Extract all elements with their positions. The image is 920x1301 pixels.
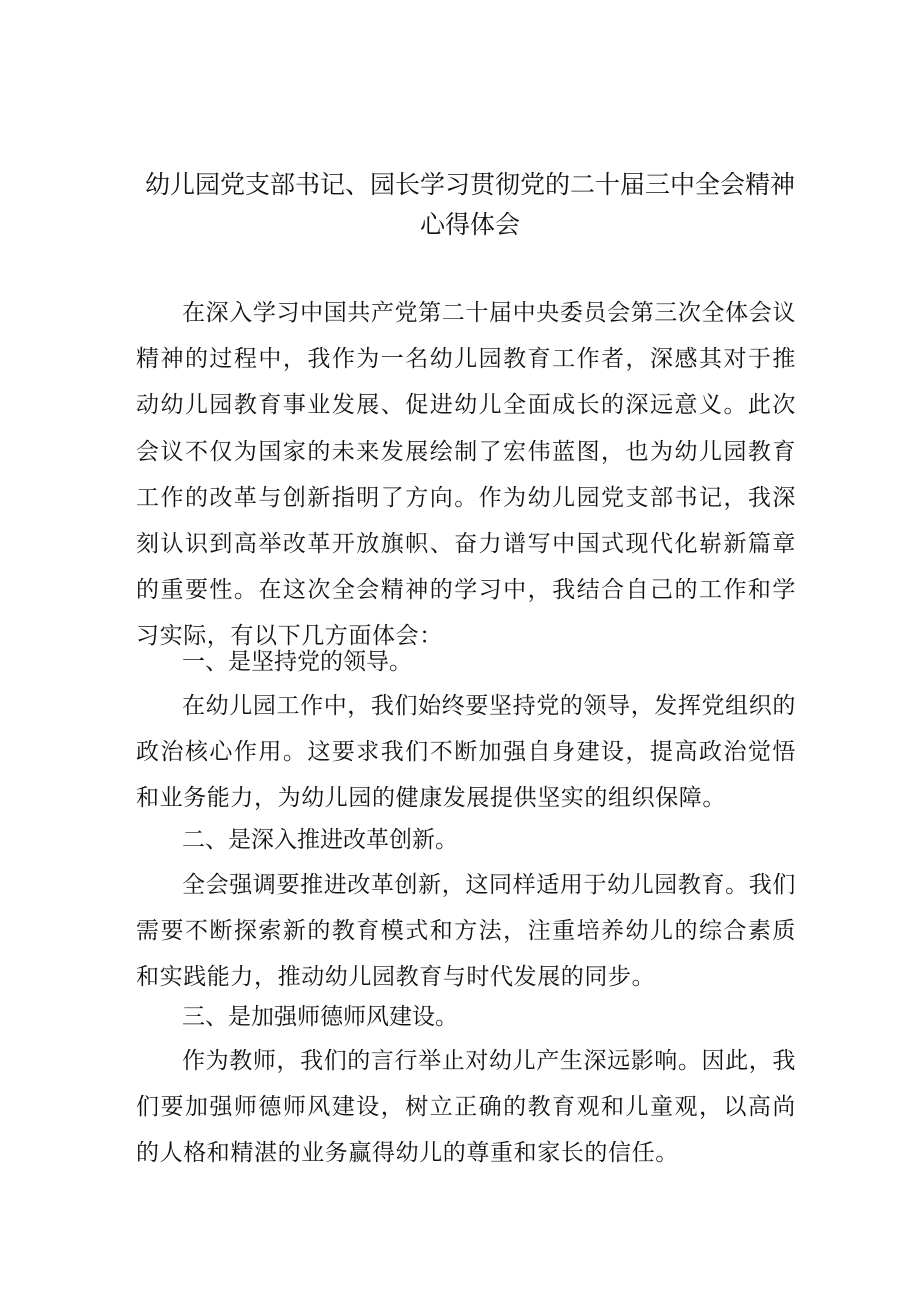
section-heading-2: 二、是深入推进改革创新。 bbox=[182, 827, 458, 853]
section-heading-3: 三、是加强师德师风建设。 bbox=[182, 1004, 458, 1030]
section-paragraph-3: 作为教师，我们的言行举止对幼儿产生深远影响。因此，我们要加强师德师风建设，树立正确的教育观和儿童观，以高尚的人格和精湛的业务赢得幼儿的尊重和家长的信任。 bbox=[136, 1048, 796, 1167]
document-title-line2: 心得体会 bbox=[419, 210, 520, 239]
section-heading-1: 一、是坚持党的领导。 bbox=[182, 649, 412, 675]
intro-paragraph: 在深入学习中国共产党第二十届中央委员会第三次全体会议精神的过程中，我作为一名幼儿园教育工作者，深感其对于推动幼儿园教育事业发展、促进幼儿全面成长的深远意义。此次会议不仅为国家的未来发展绘制了宏伟蓝图，也为幼儿园教育工作的改革与创新指明了方向。作为幼儿园党支部书记，我深刻认识到高举改革开放旗帜、奋力谱写中国式现代化崭新篇章的重要性。在这次全会精神的学习中，我结合自己的工作和学习实际，有以下几方面体会： bbox=[136, 300, 796, 650]
section-paragraph-2: 全会强调要推进改革创新，这同样适用于幼儿园教育。我们需要不断探索新的教育模式和方法，注重培养幼儿的综合素质和实践能力，推动幼儿园教育与时代发展的同步。 bbox=[136, 872, 796, 991]
document-title-line1: 幼儿园党支部书记、园长学习贯彻党的二十届三中全会精神 bbox=[144, 170, 795, 199]
section-paragraph-1: 在幼儿园工作中，我们始终要坚持党的领导，发挥党组织的政治核心作用。这要求我们不断加强自身建设，提高政治觉悟和业务能力，为幼儿园的健康发展提供坚实的组织保障。 bbox=[136, 693, 796, 812]
